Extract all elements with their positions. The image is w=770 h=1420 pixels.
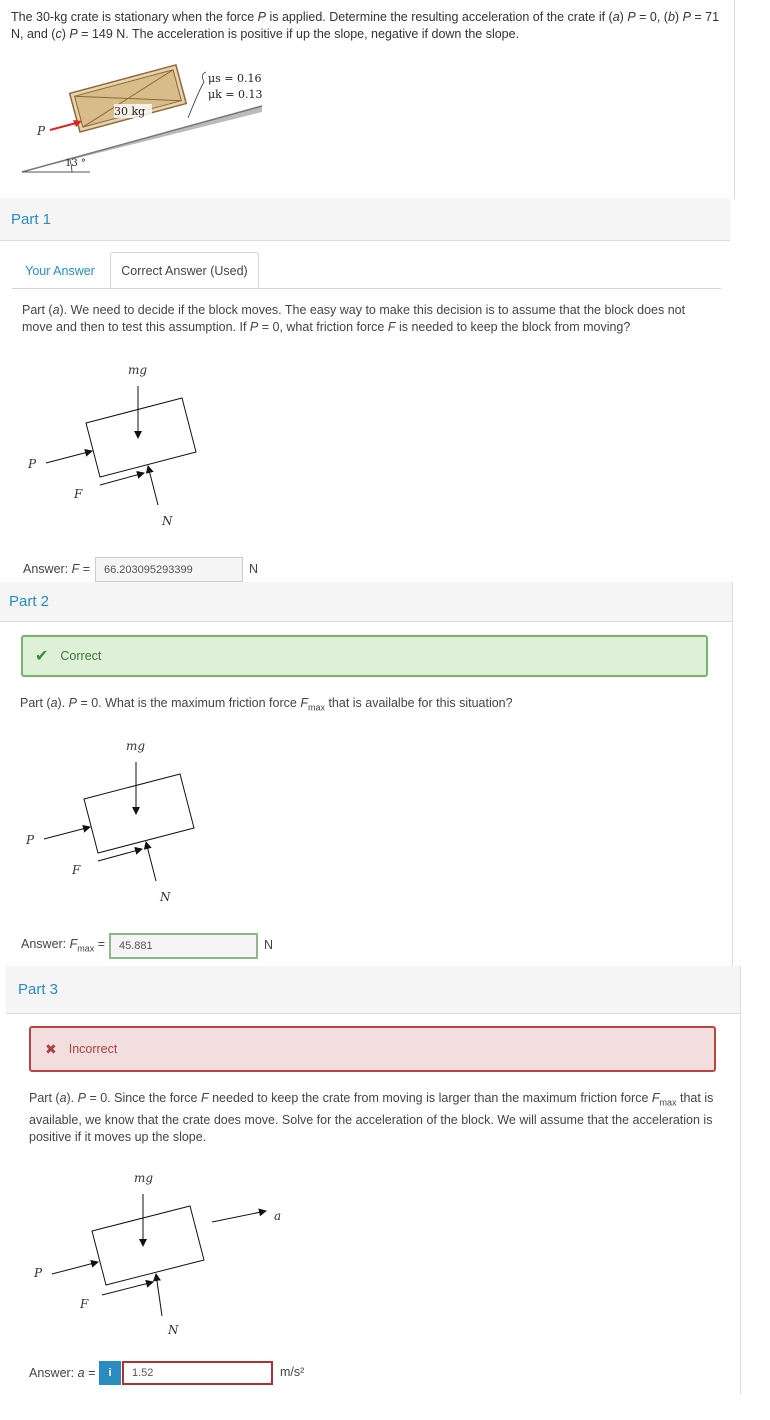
q-text: Part (	[22, 303, 53, 317]
q-text: needed to keep the crate from moving is larger than the maximum friction force	[208, 1091, 652, 1105]
answer-var: F	[69, 937, 78, 951]
problem-text: = 149 N. The acceleration is positive if up the slope, negative if down the slope.	[77, 27, 520, 41]
q-text: that is available, we know that the crate does move. Solve for the acceleration of the block. We will assume that the acceleration is positive if it moves up the slope.	[29, 1091, 714, 1144]
content-divider	[734, 0, 735, 200]
q-var: P	[77, 1091, 86, 1105]
q-text: is needed to keep the block from moving?	[395, 320, 631, 334]
tab-underline	[12, 288, 721, 289]
q-text: that is availalbe for this situation?	[324, 696, 513, 710]
q-text: = 0. Since the force	[85, 1091, 201, 1105]
part2-status: Correct	[60, 649, 102, 663]
info-button[interactable]	[99, 1361, 121, 1385]
p-label: P	[28, 457, 37, 471]
part3-answer-value: 1.52	[132, 1367, 154, 1379]
answer-eq: =	[94, 937, 106, 951]
mg-label: mg	[126, 739, 146, 753]
check-icon: ✔	[35, 648, 49, 665]
answer-eq: =	[84, 1366, 96, 1380]
n-label: N	[160, 890, 171, 904]
part1-answer-value: 66.203095293399	[104, 563, 193, 576]
f-label: F	[74, 487, 83, 501]
part3-answer-label	[29, 1366, 95, 1380]
q-text: ).	[66, 1091, 78, 1105]
q-text: Part (	[20, 696, 51, 710]
part3-title: Part 3	[18, 981, 59, 998]
tab-correct-answer[interactable]	[110, 252, 259, 289]
part2-answer-label	[21, 937, 105, 954]
tab-correct-answer-label: Correct Answer (Used)	[121, 264, 248, 278]
f-label: F	[80, 1297, 89, 1311]
p-arrow	[46, 451, 92, 463]
part2-header	[0, 582, 732, 622]
p-arrow	[52, 1262, 98, 1274]
answer-prefix: Answer:	[21, 937, 70, 951]
fbd-part3	[28, 1166, 298, 1341]
answer-eq: =	[79, 562, 91, 576]
p-label: P	[26, 833, 35, 847]
q-var: F	[387, 320, 396, 334]
part3-incorrect-banner	[29, 1026, 716, 1072]
part3-unit: m/s²	[280, 1365, 305, 1379]
fbd-block	[92, 1206, 204, 1285]
q-sub: max	[307, 702, 325, 713]
answer-prefix: Answer:	[23, 562, 72, 576]
q-text: Part (	[29, 1091, 60, 1105]
crate	[70, 65, 187, 132]
fbd-part2	[18, 734, 218, 909]
answer-sub: max	[77, 943, 95, 954]
q-var: P	[249, 320, 259, 334]
q-var: a	[59, 1091, 67, 1105]
problem-var: P	[257, 10, 266, 24]
problem-var: b	[667, 10, 675, 24]
force-p-label: P	[37, 124, 46, 138]
part1-question	[22, 302, 712, 336]
tab-your-answer[interactable]	[12, 254, 108, 288]
problem-text: The 30-kg crate is stationary when the force	[11, 10, 258, 24]
part2-divider	[732, 582, 733, 967]
answer-var: a	[77, 1366, 85, 1380]
n-arrow	[146, 842, 156, 881]
q-text: ). We need to decide if the block moves. The easy way to make this decision is to assume that the block does not move and then to test this assumption. If	[22, 303, 686, 334]
crate-mass-label: 30 kg	[114, 105, 146, 118]
part3-header	[6, 966, 740, 1014]
q-var: a	[50, 696, 58, 710]
part1-answer-input[interactable]	[95, 557, 243, 582]
q-var: F	[300, 696, 308, 710]
a-label: a	[274, 1209, 282, 1223]
problem-var: c	[55, 27, 62, 41]
x-icon: ✖	[45, 1040, 57, 1057]
p-arrow	[44, 827, 90, 839]
problem-var: P	[69, 27, 78, 41]
mg-label: mg	[134, 1171, 154, 1185]
q-text: ).	[57, 696, 69, 710]
problem-var: P	[682, 10, 691, 24]
problem-text: )	[61, 27, 70, 41]
q-var: P	[68, 696, 77, 710]
part2-question	[20, 695, 720, 717]
crate-figure	[10, 60, 280, 180]
part2-title: Part 2	[9, 593, 50, 610]
tab-your-answer-label: Your Answer	[25, 264, 95, 278]
fbd-block	[86, 398, 196, 477]
part3-question	[29, 1090, 719, 1146]
n-arrow	[156, 1274, 162, 1316]
q-text: = 0, what friction force	[258, 320, 388, 334]
part3-divider	[740, 966, 741, 1394]
incline-angle: 13 °	[65, 158, 86, 169]
answer-prefix: Answer:	[29, 1366, 78, 1380]
mu-static: μs = 0.16	[208, 72, 262, 85]
q-var: a	[52, 303, 60, 317]
p-label: P	[34, 1266, 43, 1280]
problem-var: a	[612, 10, 620, 24]
problem-statement	[11, 9, 726, 43]
q-sub: max	[659, 1097, 677, 1108]
part2-unit: N	[264, 938, 274, 952]
problem-text: )	[619, 10, 628, 24]
part2-answer-input[interactable]	[109, 933, 258, 959]
part2-correct-banner	[21, 635, 708, 677]
problem-var: P	[627, 10, 636, 24]
n-label: N	[168, 1323, 179, 1337]
part1-unit: N	[249, 562, 259, 576]
a-arrow	[212, 1211, 266, 1222]
problem-text: is applied. Determine the resulting acceleration of the crate if (	[266, 10, 613, 24]
part1-answer-label	[23, 562, 90, 576]
n-label: N	[162, 514, 173, 528]
problem-text: )	[674, 10, 683, 24]
mu-kinetic: μk = 0.13	[208, 88, 263, 101]
q-var: F	[200, 1091, 209, 1105]
part2-answer-value: 45.881	[119, 940, 153, 952]
f-label: F	[72, 863, 81, 877]
friction-leader	[188, 72, 206, 118]
part3-answer-input[interactable]	[122, 1361, 273, 1385]
fbd-block	[84, 774, 194, 853]
problem-text: = 0, (	[635, 10, 668, 24]
info-icon: i	[108, 1367, 112, 1379]
part3-status: Incorrect	[68, 1042, 118, 1056]
problem-text: = 71 N, and (	[11, 10, 720, 41]
n-arrow	[148, 466, 158, 505]
part1-header	[0, 198, 730, 241]
answer-var: F	[71, 562, 80, 576]
q-var: F	[651, 1091, 660, 1105]
fbd-part1	[20, 358, 220, 533]
q-text: = 0. What is the maximum friction force	[76, 696, 301, 710]
part1-title: Part 1	[11, 210, 52, 228]
mg-label: mg	[128, 363, 148, 377]
